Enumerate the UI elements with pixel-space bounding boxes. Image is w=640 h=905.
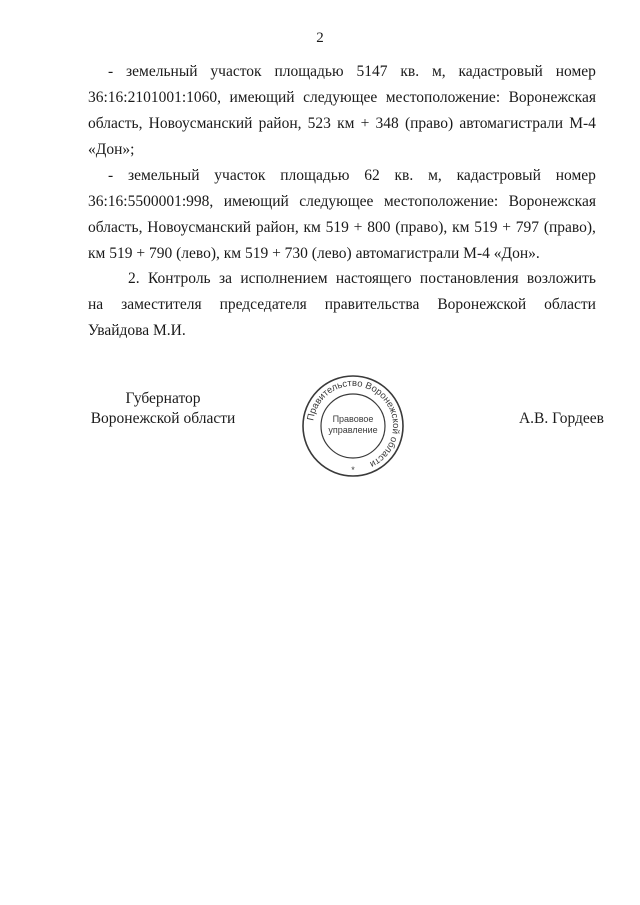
- word: область,: [88, 219, 143, 236]
- signatory-title-line-2: Воронежской области: [90, 410, 236, 427]
- stamp-star: *: [351, 465, 355, 475]
- word: кв.: [394, 167, 414, 184]
- text-line: [88, 292, 596, 318]
- paragraph-land-plot-2: [88, 163, 596, 267]
- word: м,: [428, 167, 442, 184]
- word: +: [353, 219, 363, 236]
- word: 62: [364, 167, 380, 184]
- word: Воронежская: [508, 89, 596, 106]
- text-line: Увайдова М.И.: [88, 322, 186, 339]
- word: следующее: [299, 193, 374, 210]
- text-line: [88, 59, 596, 85]
- word: на: [88, 296, 104, 313]
- word: -: [108, 167, 114, 184]
- word: Воронежская: [508, 193, 596, 210]
- word: имеющий: [229, 89, 295, 106]
- word: Новоусманский: [148, 115, 253, 132]
- word: местоположение:: [383, 193, 499, 210]
- word: Контроль: [147, 270, 211, 287]
- text-line: км 519 + 790 (лево), км 519 + 730 (лево) автомагистрали М-4 «Дон».: [88, 245, 540, 262]
- word: исполнением: [240, 270, 328, 287]
- word: 523: [307, 115, 331, 132]
- word: земельный: [127, 167, 200, 184]
- word: земельный: [126, 63, 198, 80]
- word: номер: [555, 167, 596, 184]
- word: кв.: [400, 63, 420, 80]
- word: 348: [375, 115, 399, 132]
- word: площадью: [274, 63, 344, 80]
- word: заместителя: [121, 296, 202, 313]
- word: 519: [474, 219, 498, 236]
- page-number: 2: [316, 30, 324, 46]
- word: имеющий: [223, 193, 289, 210]
- word: постановления: [419, 270, 519, 287]
- stamp-inner-line-1: Правовое: [332, 414, 374, 424]
- word: Новоусманский: [147, 219, 252, 236]
- signatory-title: [88, 389, 238, 429]
- word: м,: [431, 63, 446, 80]
- stamp-inner-line-2: управление: [328, 425, 378, 435]
- word: председателя: [219, 296, 307, 313]
- word: (право): [404, 115, 454, 132]
- official-stamp: [300, 373, 406, 479]
- text-line: [88, 215, 596, 241]
- word: км: [452, 219, 470, 236]
- word: кадастровый: [458, 63, 543, 80]
- word: области: [544, 296, 596, 313]
- word: автомагистрали: [459, 115, 564, 132]
- word: Воронежской: [437, 296, 527, 313]
- word: правительства: [324, 296, 420, 313]
- paragraph-land-plot-1: [88, 59, 596, 163]
- word: кадастровый: [456, 167, 541, 184]
- word: район,: [258, 115, 302, 132]
- word: площадью: [280, 167, 350, 184]
- word: 797: [515, 219, 540, 236]
- word: км: [337, 115, 355, 132]
- stamp-outer-text: Правительство Воронежской области: [305, 377, 402, 470]
- text-line: [88, 85, 596, 111]
- paragraph-control-clause: [88, 266, 596, 344]
- word: номер: [555, 63, 596, 80]
- signatory-name: А.В. Гордеев: [518, 410, 604, 427]
- text-line: [88, 266, 596, 292]
- word: настоящего: [335, 270, 412, 287]
- word: местоположение:: [385, 89, 501, 106]
- word: 519: [325, 219, 349, 236]
- text-line: [88, 111, 596, 137]
- word: 800: [367, 219, 391, 236]
- word: 5147: [356, 63, 388, 80]
- word: за: [218, 270, 232, 287]
- word: +: [502, 219, 511, 236]
- word: км: [303, 219, 321, 236]
- word: область,: [88, 115, 143, 132]
- word: участок: [214, 167, 266, 184]
- text-line: [88, 189, 596, 215]
- word: возложить: [526, 270, 596, 287]
- signatory-title-line-1: Губернатор: [125, 390, 201, 407]
- word: 2.: [128, 270, 140, 287]
- word: 36:16:5500001:998,: [88, 193, 214, 210]
- word: 36:16:2101001:1060,: [88, 89, 222, 106]
- word: участок: [210, 63, 262, 80]
- word: район,: [255, 219, 299, 236]
- text-line: «Дон»;: [88, 141, 135, 158]
- word: +: [360, 115, 370, 132]
- word: (право),: [395, 219, 448, 236]
- word: М-4: [569, 115, 596, 132]
- word: следующее: [303, 89, 378, 106]
- text-line: [88, 163, 596, 189]
- word: -: [108, 63, 114, 80]
- word: (право),: [543, 219, 596, 236]
